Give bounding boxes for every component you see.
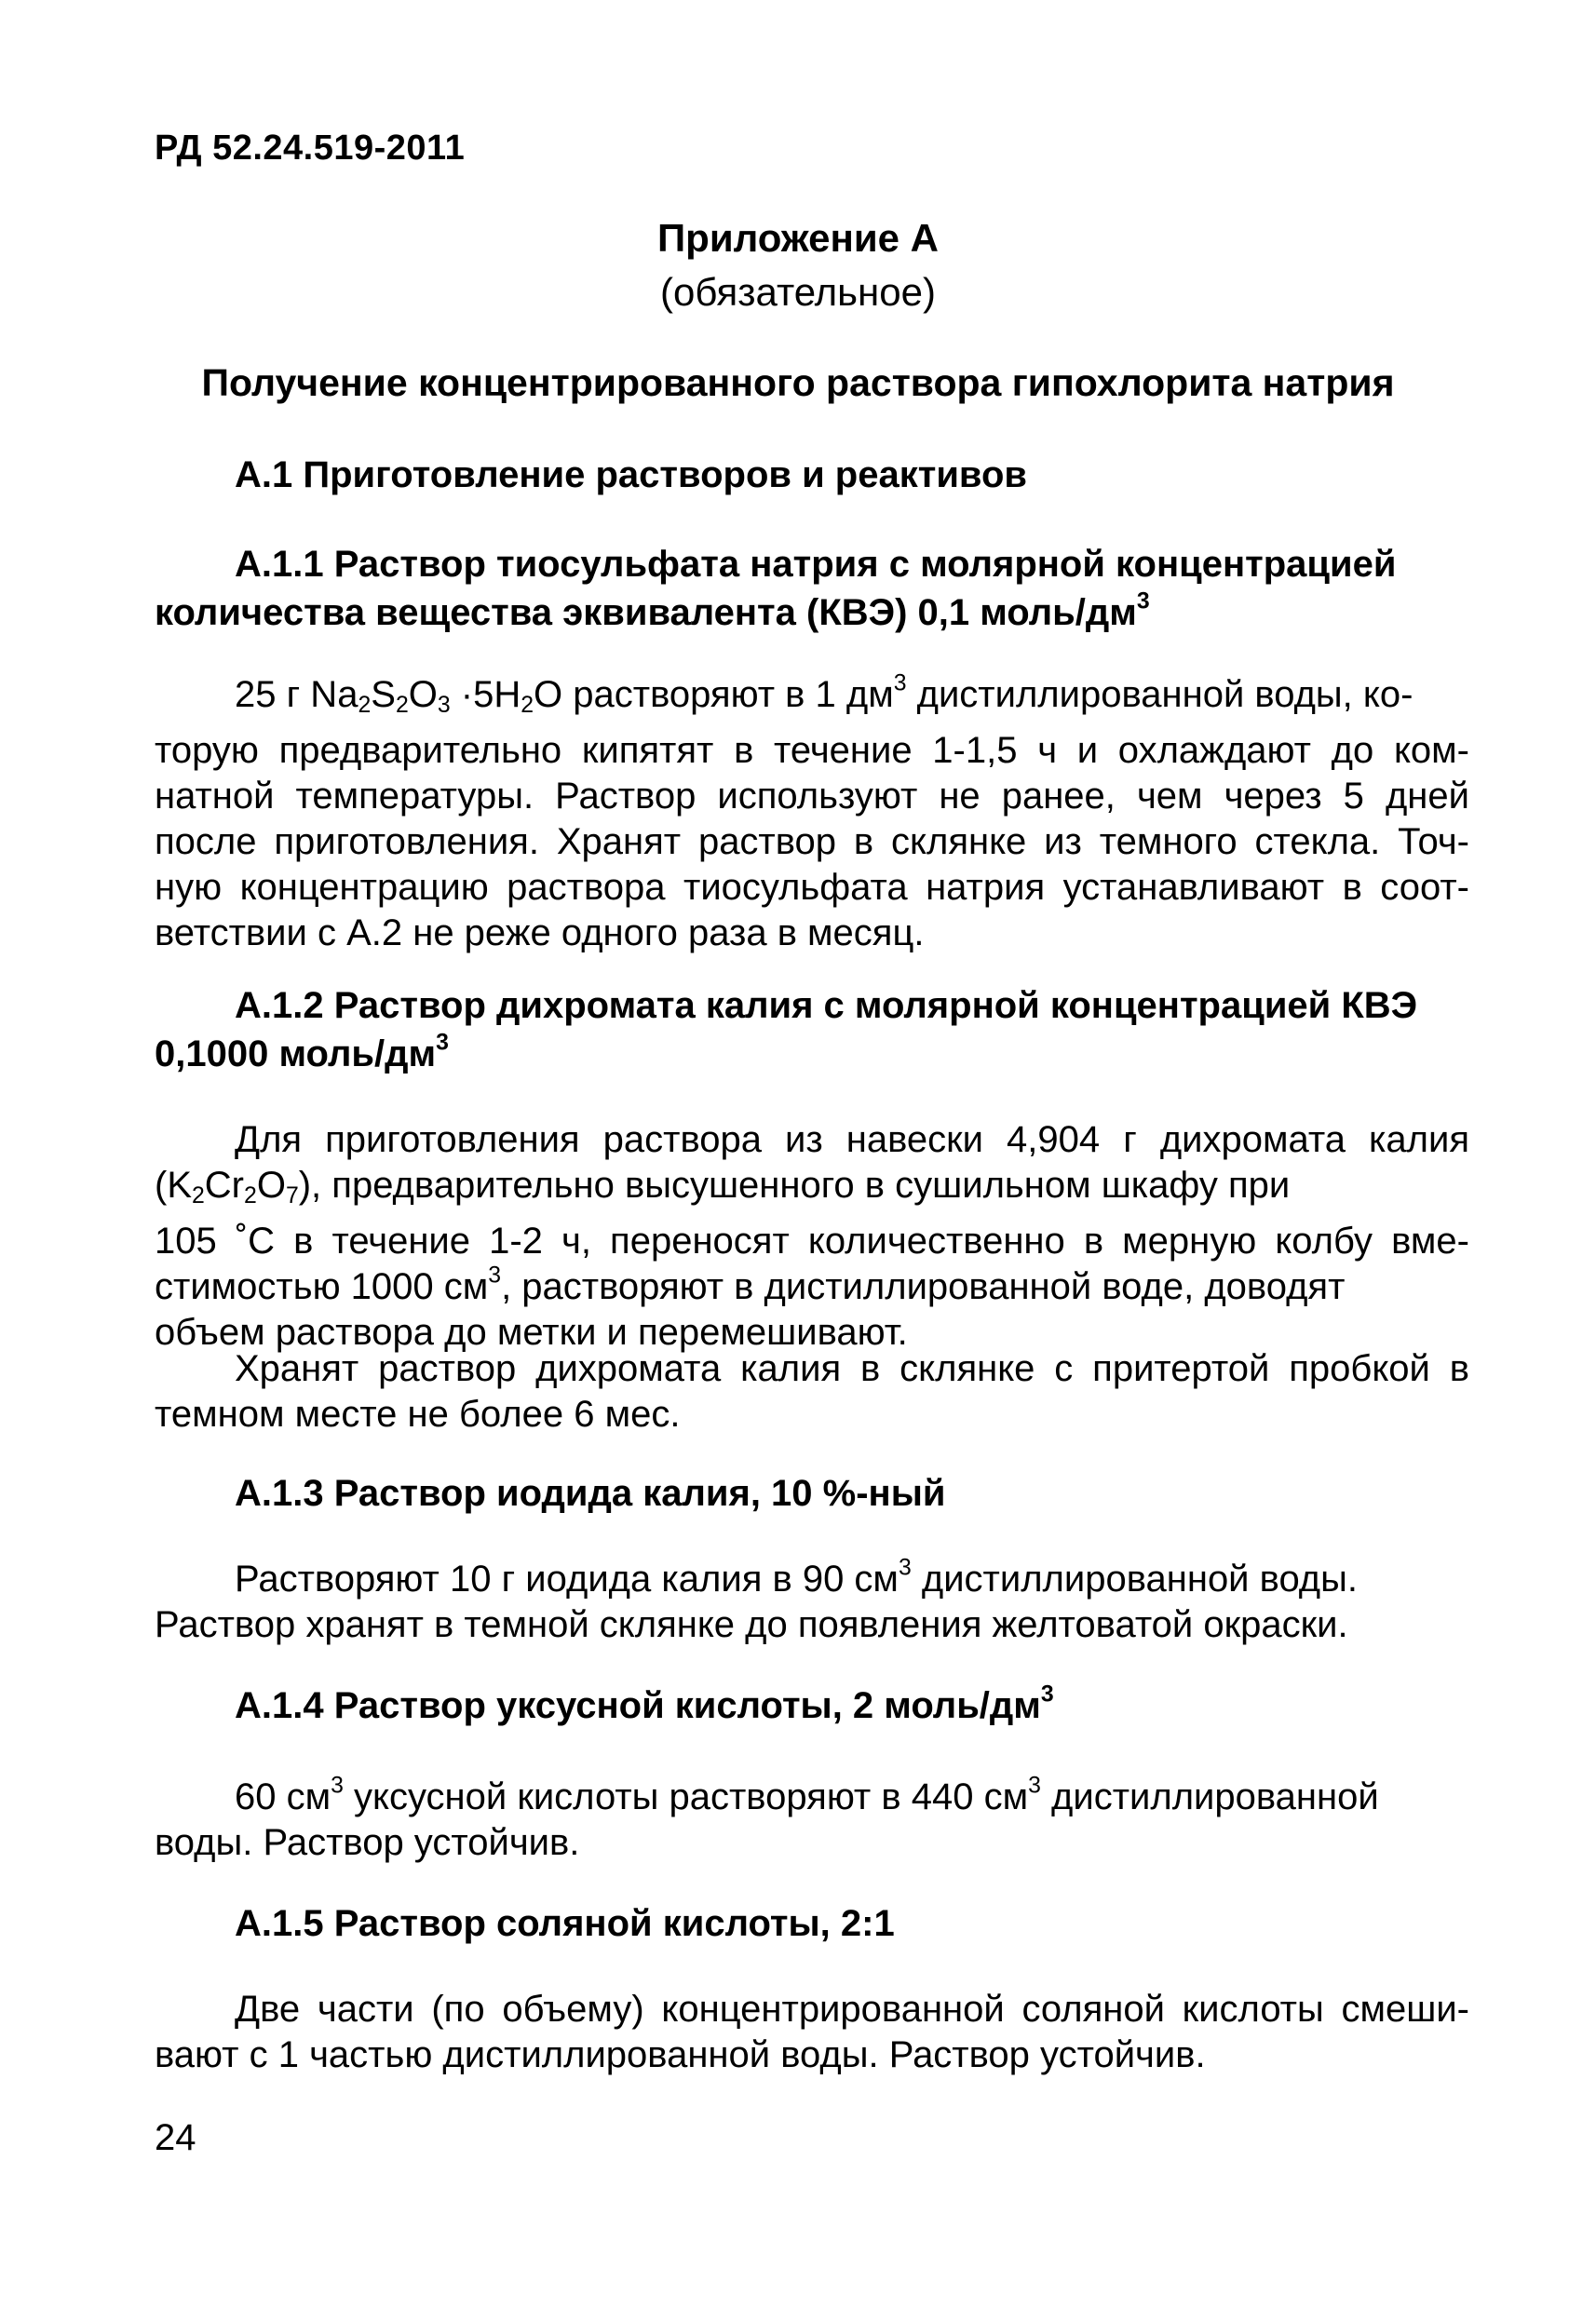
subscript: 2 — [358, 693, 372, 719]
section-a11-line3: натной температуры. Раствор используют не ранее, чем через 5 дней — [155, 776, 1469, 817]
section-a15-heading: А.1.5 Раствор соляной кислоты, 2:1 — [235, 1903, 895, 1944]
line-text: дистиллированной воды, ко- — [906, 674, 1413, 715]
section-a12-line2 — [155, 1163, 1469, 1219]
section-a12-line4 — [155, 1264, 1469, 1310]
section-a12-heading-line2-text: 0,1000 моль/дм — [155, 1033, 437, 1074]
superscript: 3 — [898, 1555, 912, 1581]
subscript: 3 — [437, 693, 451, 719]
line-text: дистиллированной — [1040, 1776, 1379, 1817]
section-a12-p2-line2: темном месте не более 6 мес. — [155, 1394, 681, 1435]
section-a14-heading-text: А.1.4 Раствор уксусной кислоты, 2 моль/дм — [235, 1685, 1041, 1726]
subscript: 2 — [192, 1183, 205, 1209]
subscript: 2 — [395, 693, 409, 719]
superscript: 3 — [1028, 1773, 1041, 1799]
section-a14-heading — [235, 1681, 1054, 1730]
page-number: 24 — [155, 2117, 196, 2158]
superscript: 3 — [1040, 1681, 1054, 1708]
section-a13-line1 — [155, 1557, 1469, 1602]
section-a12-line3: 105 ˚С в течение 1-2 ч, переносят количественно в мерную колбу вме- — [155, 1221, 1469, 1263]
section-a15-line1: Две части (по объему) концентрированной соляной кислоты смеши- — [235, 1989, 1469, 2030]
line-text: , растворяют в дистиллированной воде, доводят — [501, 1266, 1346, 1308]
appendix-main-title: Получение концентрированного раствора гипохлорита натрия — [201, 361, 1395, 404]
document-code: РД 52.24.519-2011 — [155, 128, 466, 168]
line-text: дистиллированной воды. — [911, 1559, 1359, 1600]
section-a11-heading — [155, 540, 1469, 637]
section-a13-paragraph — [155, 1557, 1469, 1648]
section-a13-line2: Раствор хранят в темной склянке до появления желтоватой окраски. — [155, 1604, 1348, 1645]
line-text: 60 см — [235, 1776, 331, 1817]
superscript: 3 — [436, 1030, 449, 1056]
appendix-title: Приложение А — [656, 216, 940, 260]
section-a12-heading — [155, 981, 1469, 1078]
formula-text: O — [256, 1165, 286, 1206]
line-text: Растворяют 10 г иодида калия в 90 см — [235, 1559, 899, 1600]
section-a14-line2: воды. Раствор устойчив. — [155, 1822, 580, 1863]
section-a11-line5: ную концентрацию раствора тиосульфата натрия устанавливают в соот- — [155, 867, 1469, 909]
section-a12-p2-line1: Хранят раствор дихромата калия в склянке с притертой пробкой в — [235, 1348, 1469, 1389]
section-a12-paragraph-1 — [155, 1117, 1469, 1356]
formula-text: 25 г Na — [235, 674, 358, 715]
subscript: 2 — [521, 693, 534, 719]
superscript: 3 — [331, 1773, 344, 1799]
section-a11-line6: ветствии с А.2 не реже одного раза в месяц. — [155, 912, 925, 954]
section-a12-heading-line1: А.1.2 Раствор дихромата калия с молярной концентрацией КВЭ — [235, 985, 1418, 1026]
formula-text: O — [408, 674, 438, 715]
section-a14-paragraph — [155, 1775, 1469, 1866]
section-a13-heading: А.1.3 Раствор иодида калия, 10 %-ный — [235, 1473, 946, 1514]
section-a12-line1: Для приготовления раствора из навески 4,904 г дихромата калия — [235, 1119, 1469, 1160]
section-a14-line1 — [155, 1775, 1469, 1820]
section-a12-heading-line2 — [155, 1030, 1469, 1078]
section-a1-heading: А.1 Приготовление растворов и реактивов — [235, 454, 1027, 495]
section-a11-line1 — [155, 672, 1469, 728]
appendix-note: (обязательное) — [660, 270, 936, 314]
section-a11-line2: торую предварительно кипятят в течение 1-1,5 ч и охлаждают до ком- — [155, 730, 1469, 772]
subscript: 2 — [244, 1183, 257, 1209]
section-a12-paragraph-2 — [155, 1346, 1469, 1438]
section-a12-line5: объем раствора до метки и перемешивают. — [155, 1312, 908, 1354]
superscript: 3 — [893, 670, 907, 696]
section-a11-paragraph — [155, 672, 1469, 956]
formula-text: O растворяют в 1 дм — [534, 674, 894, 715]
formula-text: S — [371, 674, 396, 715]
formula-text: Cr — [204, 1165, 245, 1206]
section-a15-line2: вают с 1 частью дистиллированной воды. Раствор устойчив. — [155, 2034, 1206, 2075]
subscript: 7 — [285, 1183, 299, 1209]
formula-text: ·5H — [450, 674, 521, 715]
line-text: уксусной кислоты растворяют в 440 см — [343, 1776, 1029, 1817]
section-a11-line4: после приготовления. Хранят раствор в склянке из темного стекла. Точ- — [155, 821, 1469, 863]
section-a15-paragraph — [155, 1987, 1469, 2078]
superscript: 3 — [1136, 588, 1150, 614]
section-a11-heading-line1: А.1.1 Раствор тиосульфата натрия с молярной концентрацией — [235, 544, 1397, 585]
superscript: 3 — [488, 1263, 502, 1289]
line-text: ), предварительно высушенного в сушильном шкафу при — [298, 1165, 1291, 1206]
line-text: стимостью 1000 см — [155, 1266, 489, 1308]
formula-text: (K — [155, 1165, 192, 1206]
section-a11-heading-line2 — [155, 588, 1469, 637]
section-a11-heading-line2-text: количества вещества эквивалента (КВЭ) 0,1 моль/дм — [155, 592, 1137, 633]
